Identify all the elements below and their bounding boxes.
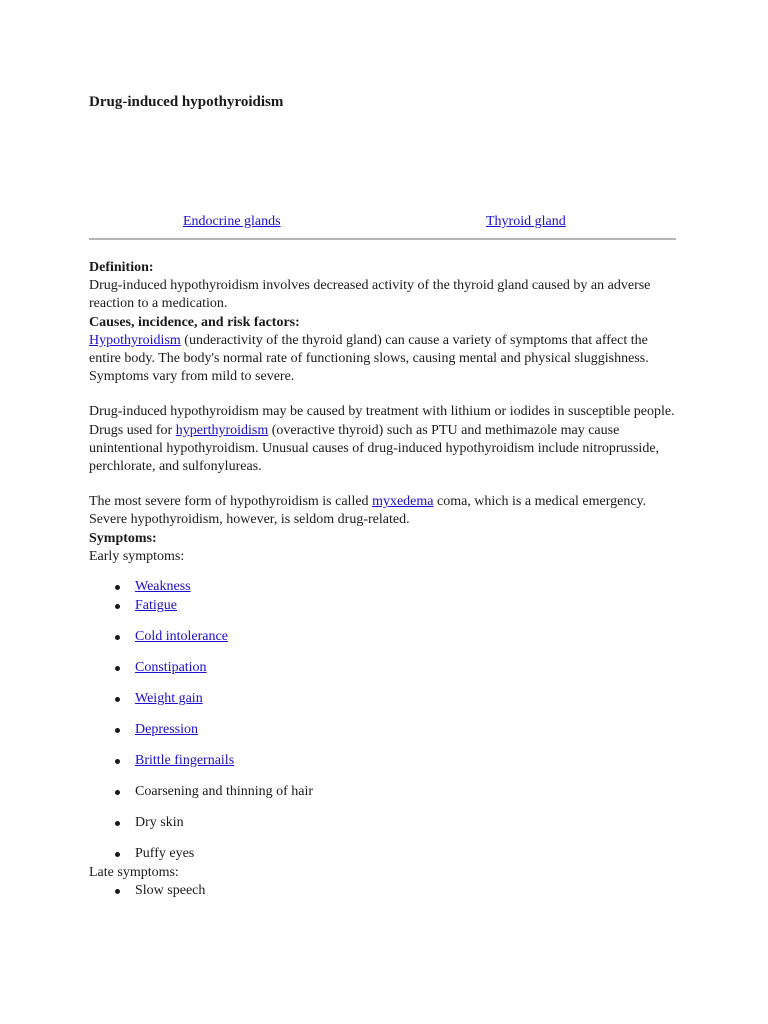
link-weight-gain[interactable]: Weight gain xyxy=(135,691,203,707)
list-item: Puffy eyes xyxy=(89,845,679,864)
list-item xyxy=(89,597,679,616)
causes-heading: Causes, incidence, and risk factors: xyxy=(89,314,300,330)
causes-p3-text-a: The most severe form of hypothyroidism is called xyxy=(89,494,373,510)
link-fatigue[interactable]: Fatigue xyxy=(135,598,177,614)
causes-p1-text: (underactivity of the thyroid gland) can cause a variety of symptoms that affect the entire body. The body's normal rate of functioning slows, causing mental and physical sluggishness. Symptoms vary from mild to severe. xyxy=(89,332,649,385)
article-body xyxy=(89,259,679,900)
list-item: Slow speech xyxy=(89,882,679,900)
link-hyperthyroidism[interactable]: hyperthyroidism xyxy=(175,422,269,438)
list-item xyxy=(89,578,679,597)
list-item xyxy=(89,752,679,771)
symptoms-heading: Symptoms: xyxy=(89,530,157,546)
link-cold-intolerance[interactable]: Cold intolerance xyxy=(135,629,228,645)
link-brittle-fingernails[interactable]: Brittle fingernails xyxy=(135,753,235,769)
causes-p3-text-b: coma, which is a medical emergency. Severe hypothyroidism, however, is seldom drug-related. xyxy=(89,494,647,528)
link-hypothyroidism[interactable]: Hypothyroidism xyxy=(89,332,181,348)
horizontal-divider xyxy=(89,238,676,240)
causes-paragraph-2 xyxy=(89,403,679,476)
list-item xyxy=(89,659,679,678)
list-item: Coarsening and thinning of hair xyxy=(89,783,679,802)
list-item xyxy=(89,690,679,709)
list-item: Dry skin xyxy=(89,814,679,833)
causes-paragraph-3 xyxy=(89,493,679,529)
causes-p2-text-b: (overactive thyroid) such as PTU and methimazole may cause unintentional hypothyroidism. Unusual causes of drug-induced hypothyroidism include nitroprusside, perchlorate, and sulfonylureas. xyxy=(89,422,660,475)
definition-heading: Definition: xyxy=(89,260,154,275)
causes-p2-text-a: Drug-induced hypothyroidism may be caused by treatment with lithium or iodides in susceptible people. Drugs used for xyxy=(89,404,675,438)
link-constipation[interactable]: Constipation xyxy=(135,660,207,676)
link-myxedema[interactable]: myxedema xyxy=(372,494,434,510)
list-item xyxy=(89,721,679,740)
link-thyroid-gland[interactable]: Thyroid gland xyxy=(486,214,566,229)
link-depression[interactable]: Depression xyxy=(135,722,198,738)
link-endocrine-glands[interactable]: Endocrine glands xyxy=(183,214,281,229)
related-links xyxy=(0,214,768,234)
page-title: Drug-induced hypothyroidism xyxy=(89,94,284,110)
early-symptoms-list xyxy=(89,578,679,864)
early-symptoms-label: Early symptoms: xyxy=(89,548,185,564)
link-weakness[interactable]: Weakness xyxy=(135,579,191,595)
list-item xyxy=(89,628,679,647)
causes-paragraph-1 xyxy=(89,332,679,387)
late-symptoms-list xyxy=(89,882,679,900)
late-symptoms-label: Late symptoms: xyxy=(89,865,179,881)
definition-text: Drug-induced hypothyroidism involves decreased activity of the thyroid gland caused by an adverse reaction to a medication. xyxy=(89,278,651,312)
